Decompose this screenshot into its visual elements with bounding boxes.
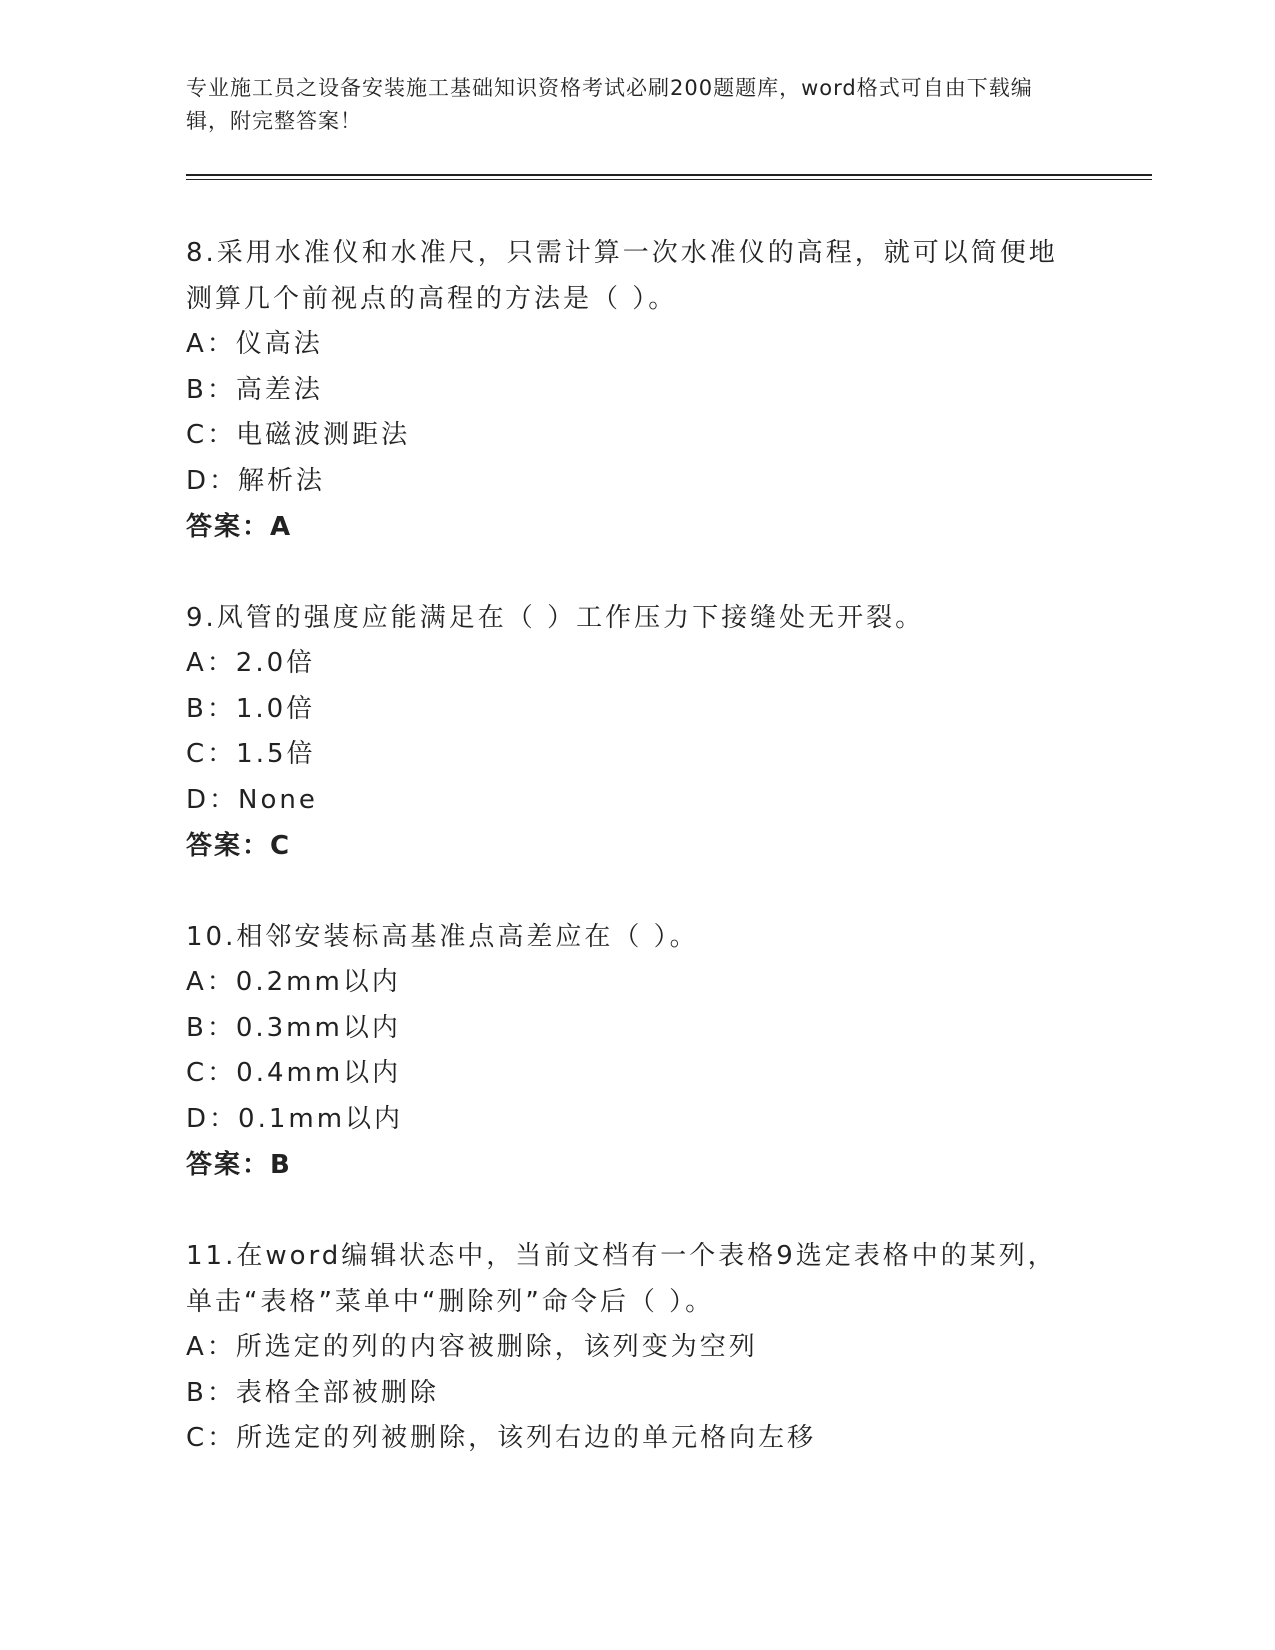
question-text: 10.相邻安装标高基准点高差应在（ ）。 — [186, 922, 699, 952]
header-divider — [186, 174, 1152, 180]
question-text: 11.在word编辑状态中，当前文档有一个表格9选定表格中的某列，单击“表格”菜单中“删除列”命令后（ ）。 — [186, 1241, 1057, 1317]
question-text: 9.风管的强度应能满足在（ ）工作压力下接缝处无开裂。 — [186, 603, 925, 633]
option-c: C：所选定的列被删除，该列右边的单元格向左移 — [186, 1423, 817, 1453]
question-8 — [186, 230, 1156, 550]
option-a: A：0.2mm以内 — [186, 967, 401, 997]
option-c: C：1.5倍 — [186, 739, 316, 769]
option-c: C：0.4mm以内 — [186, 1058, 402, 1088]
question-11 — [186, 1233, 1156, 1462]
question-text: 8.采用水准仪和水准尺，只需计算一次水准仪的高程，就可以简便地测算几个前视点的高程的方法是（ ）。 — [186, 238, 1058, 314]
answer-line: 答案：A — [186, 512, 293, 542]
option-d: D：0.1mm以内 — [186, 1103, 404, 1134]
option-d: D：解析法 — [186, 465, 326, 496]
question-list — [186, 230, 1156, 1462]
option-b: B：表格全部被删除 — [186, 1377, 439, 1408]
answer-line: 答案：C — [186, 831, 292, 861]
document-page — [186, 72, 1156, 1507]
question-10 — [186, 914, 1156, 1188]
option-a: A：2.0倍 — [186, 648, 316, 678]
document-header: 专业施工员之设备安装施工基础知识资格考试必刷200题题库，word格式可自由下载编辑，附完整答案！ — [186, 76, 1033, 133]
option-b: B：0.3mm以内 — [186, 1012, 401, 1043]
option-c: C：电磁波测距法 — [186, 420, 411, 450]
answer-line: 答案：B — [186, 1150, 292, 1180]
option-b: B：1.0倍 — [186, 693, 316, 724]
option-a: A：所选定的列的内容被删除，该列变为空列 — [186, 1332, 758, 1362]
option-a: A：仪高法 — [186, 329, 323, 359]
question-9 — [186, 595, 1156, 869]
option-b: B：高差法 — [186, 374, 323, 405]
option-d: D：None — [186, 784, 318, 815]
